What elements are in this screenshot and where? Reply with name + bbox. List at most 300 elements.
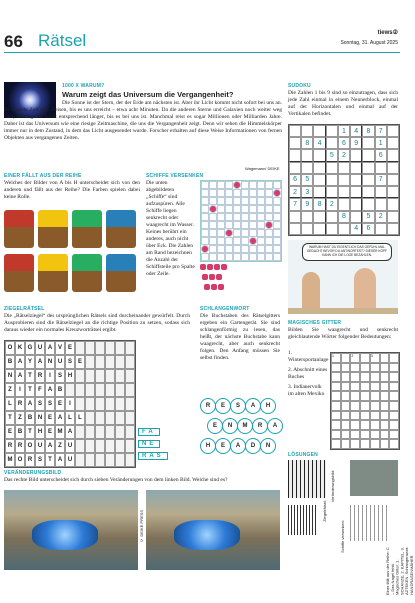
- ziegel-cell[interactable]: [115, 341, 125, 355]
- sudoku-cell[interactable]: [362, 186, 374, 198]
- ziegel-cell[interactable]: G: [25, 341, 35, 355]
- ships-cell[interactable]: [201, 189, 209, 197]
- sudoku-cell[interactable]: [301, 211, 313, 223]
- ziegel-cell[interactable]: E: [75, 355, 85, 369]
- ziegel-cell[interactable]: Z: [5, 383, 15, 397]
- ziegel-cell[interactable]: [85, 397, 95, 411]
- odd-picture[interactable]: [106, 210, 136, 248]
- ships-cell[interactable]: [201, 221, 209, 229]
- sudoku-cell[interactable]: [387, 223, 399, 235]
- magic-cell[interactable]: [360, 372, 370, 382]
- ships-cell[interactable]: [265, 229, 273, 237]
- ziegel-cell[interactable]: A: [55, 411, 65, 425]
- magic-cell[interactable]: [350, 391, 360, 401]
- ziegel-cell[interactable]: [125, 425, 135, 439]
- sudoku-cell[interactable]: [313, 174, 325, 186]
- sudoku-cell[interactable]: [338, 186, 350, 198]
- ships-cell[interactable]: [217, 245, 225, 253]
- ziegel-cell[interactable]: E: [5, 425, 15, 439]
- magic-cell[interactable]: [360, 382, 370, 392]
- ships-cell[interactable]: [201, 205, 209, 213]
- ziegel-cell[interactable]: [115, 383, 125, 397]
- sudoku-cell[interactable]: 4: [350, 223, 362, 235]
- magic-cell[interactable]: [389, 353, 399, 363]
- ziegel-cell[interactable]: [115, 397, 125, 411]
- magic-cell[interactable]: [389, 372, 399, 382]
- ships-cell[interactable]: [273, 181, 281, 189]
- ziegel-cell[interactable]: I: [45, 369, 55, 383]
- magic-cell[interactable]: [360, 401, 370, 411]
- sudoku-cell[interactable]: [326, 186, 338, 198]
- ships-cell[interactable]: [233, 229, 241, 237]
- snake-hex-cell[interactable]: A: [267, 418, 283, 434]
- snake-hex-grid[interactable]: [200, 398, 280, 466]
- ziegel-cell[interactable]: H: [35, 425, 45, 439]
- ziegel-cell[interactable]: B: [55, 383, 65, 397]
- sudoku-grid[interactable]: [288, 124, 400, 236]
- ships-cell[interactable]: [265, 197, 273, 205]
- ziegel-cell[interactable]: B: [25, 411, 35, 425]
- ships-cell[interactable]: [249, 213, 257, 221]
- ziegel-cell[interactable]: R: [5, 439, 15, 453]
- sudoku-cell[interactable]: [350, 211, 362, 223]
- ships-cell[interactable]: [257, 189, 265, 197]
- ziegel-cell[interactable]: O: [5, 341, 15, 355]
- ships-cell[interactable]: [225, 181, 233, 189]
- ziegel-cell[interactable]: B: [5, 355, 15, 369]
- ziegel-cell[interactable]: U: [65, 439, 75, 453]
- ships-cell[interactable]: [201, 253, 209, 261]
- ships-cell[interactable]: [233, 181, 241, 189]
- ships-cell[interactable]: [209, 197, 217, 205]
- sudoku-cell[interactable]: [301, 223, 313, 235]
- sudoku-cell[interactable]: 9: [350, 137, 362, 149]
- sudoku-cell[interactable]: [387, 162, 399, 174]
- magic-cell[interactable]: [389, 411, 399, 421]
- magic-cell[interactable]: 3: [370, 353, 380, 363]
- sudoku-cell[interactable]: [362, 162, 374, 174]
- sudoku-cell[interactable]: [387, 186, 399, 198]
- ziegel-cell[interactable]: S: [35, 453, 45, 467]
- ships-cell[interactable]: [225, 213, 233, 221]
- sudoku-cell[interactable]: [387, 137, 399, 149]
- ships-cell[interactable]: [217, 213, 225, 221]
- ships-cell[interactable]: [217, 205, 225, 213]
- sudoku-cell[interactable]: 5: [301, 174, 313, 186]
- magic-cell[interactable]: [360, 439, 370, 449]
- ziegel-cell[interactable]: [125, 397, 135, 411]
- ziegel-cell[interactable]: [95, 383, 105, 397]
- sudoku-cell[interactable]: [387, 149, 399, 161]
- sudoku-cell[interactable]: 3: [301, 186, 313, 198]
- magic-cell[interactable]: [370, 430, 380, 440]
- magic-cell[interactable]: [380, 430, 390, 440]
- ships-cell[interactable]: [249, 205, 257, 213]
- ships-cell[interactable]: [273, 205, 281, 213]
- sudoku-cell[interactable]: 7: [375, 125, 387, 137]
- magic-cell[interactable]: [389, 420, 399, 430]
- sudoku-cell[interactable]: [289, 137, 301, 149]
- sudoku-cell[interactable]: [301, 162, 313, 174]
- ziegel-cell[interactable]: [115, 453, 125, 467]
- ships-cell[interactable]: [225, 189, 233, 197]
- ziegel-cell[interactable]: R: [15, 439, 25, 453]
- ships-cell[interactable]: [249, 197, 257, 205]
- snake-hex-cell[interactable]: A: [245, 398, 261, 414]
- ships-cell[interactable]: [233, 205, 241, 213]
- ziegel-cell[interactable]: [95, 355, 105, 369]
- magic-cell[interactable]: [360, 420, 370, 430]
- snake-hex-cell[interactable]: A: [230, 438, 246, 454]
- ships-cell[interactable]: [257, 245, 265, 253]
- sudoku-cell[interactable]: 8: [301, 137, 313, 149]
- sudoku-cell[interactable]: [289, 223, 301, 235]
- ziegel-cell[interactable]: A: [65, 425, 75, 439]
- ziegel-cell[interactable]: L: [75, 411, 85, 425]
- sudoku-cell[interactable]: [387, 198, 399, 210]
- magic-cell[interactable]: [350, 430, 360, 440]
- ziegel-cell[interactable]: H: [65, 369, 75, 383]
- magic-cell[interactable]: [341, 401, 351, 411]
- ships-cell[interactable]: [273, 229, 281, 237]
- odd-picture[interactable]: [106, 254, 136, 292]
- odd-picture[interactable]: [4, 254, 34, 292]
- ziegel-cell[interactable]: M: [55, 425, 65, 439]
- sudoku-cell[interactable]: [338, 174, 350, 186]
- snake-hex-cell[interactable]: E: [215, 438, 231, 454]
- sudoku-cell[interactable]: [313, 186, 325, 198]
- sudoku-cell[interactable]: 5: [326, 149, 338, 161]
- ziegel-cell[interactable]: T: [45, 453, 55, 467]
- ships-cell[interactable]: [201, 213, 209, 221]
- ships-grid[interactable]: [200, 180, 282, 262]
- ships-cell[interactable]: [201, 197, 209, 205]
- sudoku-cell[interactable]: [375, 186, 387, 198]
- ships-cell[interactable]: [265, 245, 273, 253]
- ships-cell[interactable]: [201, 237, 209, 245]
- ziegel-cell[interactable]: A: [25, 397, 35, 411]
- ziegel-cell[interactable]: U: [55, 355, 65, 369]
- magic-cell[interactable]: [370, 420, 380, 430]
- ships-cell[interactable]: [265, 181, 273, 189]
- sudoku-cell[interactable]: [387, 174, 399, 186]
- magic-cell[interactable]: [350, 420, 360, 430]
- ships-cell[interactable]: [257, 197, 265, 205]
- snake-hex-cell[interactable]: E: [207, 418, 223, 434]
- ziegel-brick[interactable]: NE: [138, 440, 160, 448]
- ziegel-cell[interactable]: A: [45, 439, 55, 453]
- snake-hex-cell[interactable]: H: [200, 438, 216, 454]
- magic-cell[interactable]: [350, 363, 360, 373]
- sudoku-cell[interactable]: [289, 162, 301, 174]
- ziegel-cell[interactable]: O: [25, 439, 35, 453]
- ziegel-cell[interactable]: [75, 425, 85, 439]
- ships-cell[interactable]: [201, 245, 209, 253]
- ziegel-cell[interactable]: T: [25, 369, 35, 383]
- magic-cell[interactable]: [350, 439, 360, 449]
- sudoku-cell[interactable]: 7: [375, 174, 387, 186]
- ziegel-cell[interactable]: [75, 397, 85, 411]
- ships-cell[interactable]: [257, 229, 265, 237]
- ziegel-cell[interactable]: S: [55, 369, 65, 383]
- magic-cell[interactable]: [370, 411, 380, 421]
- magic-cell[interactable]: [389, 391, 399, 401]
- ziegel-cell[interactable]: [115, 369, 125, 383]
- ziegel-cell[interactable]: [85, 383, 95, 397]
- ziegel-cell[interactable]: [125, 341, 135, 355]
- sudoku-cell[interactable]: 1: [375, 137, 387, 149]
- sudoku-cell[interactable]: [313, 162, 325, 174]
- ziegel-cell[interactable]: Z: [55, 439, 65, 453]
- magic-cell[interactable]: [331, 382, 341, 392]
- ziegel-cell[interactable]: [125, 355, 135, 369]
- sudoku-cell[interactable]: [362, 149, 374, 161]
- ziegel-cell[interactable]: [85, 411, 95, 425]
- ziegel-cell[interactable]: K: [15, 341, 25, 355]
- ziegel-cell[interactable]: E: [65, 341, 75, 355]
- sudoku-cell[interactable]: [289, 125, 301, 137]
- magic-cell[interactable]: [370, 382, 380, 392]
- magic-cell[interactable]: [370, 363, 380, 373]
- ships-cell[interactable]: [241, 237, 249, 245]
- sudoku-cell[interactable]: [326, 137, 338, 149]
- ziegel-cell[interactable]: T: [25, 425, 35, 439]
- magic-cell[interactable]: [360, 353, 370, 363]
- magic-grid[interactable]: [330, 352, 400, 450]
- ships-cell[interactable]: [201, 229, 209, 237]
- ziegel-cell[interactable]: E: [55, 397, 65, 411]
- ziegel-cell[interactable]: [85, 439, 95, 453]
- sudoku-cell[interactable]: [338, 198, 350, 210]
- ziegel-cell[interactable]: A: [45, 341, 55, 355]
- ziegel-cell[interactable]: A: [55, 453, 65, 467]
- magic-cell[interactable]: [350, 382, 360, 392]
- ziegel-brick[interactable]: RAS: [138, 452, 168, 460]
- ships-cell[interactable]: [217, 181, 225, 189]
- ships-cell[interactable]: [241, 229, 249, 237]
- sudoku-cell[interactable]: [375, 162, 387, 174]
- ziegel-cell[interactable]: [75, 383, 85, 397]
- sudoku-cell[interactable]: 4: [313, 137, 325, 149]
- ziegel-cell[interactable]: R: [25, 453, 35, 467]
- ziegel-cell[interactable]: [85, 369, 95, 383]
- ziegel-cell[interactable]: [105, 341, 115, 355]
- magic-cell[interactable]: [341, 430, 351, 440]
- ziegel-cell[interactable]: [105, 439, 115, 453]
- ziegel-cell[interactable]: [95, 369, 105, 383]
- ships-cell[interactable]: [217, 197, 225, 205]
- ziegel-cell[interactable]: [85, 425, 95, 439]
- sudoku-cell[interactable]: 2: [289, 186, 301, 198]
- ziegel-cell[interactable]: N: [5, 369, 15, 383]
- odd-picture[interactable]: [72, 254, 102, 292]
- ziegel-cell[interactable]: [75, 439, 85, 453]
- ziegel-cell[interactable]: [105, 383, 115, 397]
- ships-cell[interactable]: [225, 205, 233, 213]
- ships-cell[interactable]: [257, 221, 265, 229]
- sudoku-cell[interactable]: [387, 125, 399, 137]
- ships-cell[interactable]: [217, 229, 225, 237]
- ships-cell[interactable]: [257, 237, 265, 245]
- ziegel-cell[interactable]: [125, 453, 135, 467]
- magic-cell[interactable]: [380, 353, 390, 363]
- magic-cell[interactable]: [331, 401, 341, 411]
- snake-hex-cell[interactable]: H: [260, 398, 276, 414]
- ziegel-cell[interactable]: R: [35, 369, 45, 383]
- ships-cell[interactable]: [233, 189, 241, 197]
- sudoku-cell[interactable]: [313, 149, 325, 161]
- ships-cell[interactable]: [249, 189, 257, 197]
- snake-hex-cell[interactable]: R: [252, 418, 268, 434]
- sudoku-cell[interactable]: [326, 174, 338, 186]
- ziegel-cell[interactable]: I: [15, 383, 25, 397]
- ziegel-cell[interactable]: [105, 397, 115, 411]
- magic-cell[interactable]: [389, 401, 399, 411]
- sudoku-cell[interactable]: [350, 174, 362, 186]
- magic-cell[interactable]: [360, 363, 370, 373]
- ships-cell[interactable]: [225, 253, 233, 261]
- magic-cell[interactable]: [380, 391, 390, 401]
- ziegel-cell[interactable]: U: [35, 341, 45, 355]
- ships-cell[interactable]: [257, 181, 265, 189]
- magic-cell[interactable]: [331, 372, 341, 382]
- ships-cell[interactable]: [265, 205, 273, 213]
- ziegel-brick[interactable]: FA: [138, 428, 160, 436]
- magic-cell[interactable]: [341, 439, 351, 449]
- snake-hex-cell[interactable]: S: [230, 398, 246, 414]
- ships-cell[interactable]: [249, 237, 257, 245]
- ziegel-cell[interactable]: I: [65, 397, 75, 411]
- sudoku-cell[interactable]: [362, 174, 374, 186]
- magic-cell[interactable]: [331, 363, 341, 373]
- ships-cell[interactable]: [233, 197, 241, 205]
- sudoku-cell[interactable]: 7: [289, 198, 301, 210]
- ziegel-cell[interactable]: [105, 425, 115, 439]
- snake-hex-cell[interactable]: N: [260, 438, 276, 454]
- ziegel-cell[interactable]: [125, 411, 135, 425]
- ziegel-cell[interactable]: R: [15, 397, 25, 411]
- ships-cell[interactable]: [209, 229, 217, 237]
- ships-cell[interactable]: [241, 181, 249, 189]
- sudoku-cell[interactable]: [313, 211, 325, 223]
- ziegel-cell[interactable]: A: [15, 355, 25, 369]
- ziegel-cell[interactable]: [85, 453, 95, 467]
- sudoku-cell[interactable]: 2: [338, 149, 350, 161]
- ships-cell[interactable]: [241, 253, 249, 261]
- ziegel-cell[interactable]: [65, 383, 75, 397]
- magic-cell[interactable]: [341, 391, 351, 401]
- sudoku-cell[interactable]: [362, 137, 374, 149]
- magic-cell[interactable]: [380, 439, 390, 449]
- ziegel-cell[interactable]: [95, 341, 105, 355]
- sudoku-cell[interactable]: 8: [338, 211, 350, 223]
- ships-cell[interactable]: [265, 213, 273, 221]
- sudoku-cell[interactable]: 6: [289, 174, 301, 186]
- ships-cell[interactable]: [209, 221, 217, 229]
- ships-cell[interactable]: [233, 213, 241, 221]
- ziegel-cell[interactable]: [105, 411, 115, 425]
- ships-cell[interactable]: [233, 245, 241, 253]
- ziegel-cell[interactable]: [95, 439, 105, 453]
- ships-cell[interactable]: [225, 237, 233, 245]
- ships-cell[interactable]: [209, 181, 217, 189]
- ziegel-cell[interactable]: [95, 411, 105, 425]
- snake-hex-cell[interactable]: R: [200, 398, 216, 414]
- ziegel-cell[interactable]: S: [65, 355, 75, 369]
- ships-cell[interactable]: [257, 213, 265, 221]
- ships-cell[interactable]: [217, 253, 225, 261]
- magic-cell[interactable]: [380, 401, 390, 411]
- magic-cell[interactable]: [350, 411, 360, 421]
- ziegel-cell[interactable]: [105, 453, 115, 467]
- magic-cell[interactable]: [350, 372, 360, 382]
- ziegel-grid[interactable]: [4, 340, 136, 468]
- ships-cell[interactable]: [209, 189, 217, 197]
- magic-cell[interactable]: [360, 391, 370, 401]
- ziegel-cell[interactable]: [125, 439, 135, 453]
- sudoku-cell[interactable]: [375, 198, 387, 210]
- magic-cell[interactable]: [370, 391, 380, 401]
- magic-cell[interactable]: [331, 420, 341, 430]
- sudoku-cell[interactable]: 1: [338, 125, 350, 137]
- sudoku-cell[interactable]: [326, 162, 338, 174]
- magic-cell[interactable]: [389, 363, 399, 373]
- ships-cell[interactable]: [209, 253, 217, 261]
- magic-cell[interactable]: [331, 391, 341, 401]
- magic-cell[interactable]: [341, 363, 351, 373]
- ziegel-cell[interactable]: N: [35, 411, 45, 425]
- sudoku-cell[interactable]: 4: [350, 125, 362, 137]
- sudoku-cell[interactable]: [362, 198, 374, 210]
- magic-cell[interactable]: [389, 439, 399, 449]
- ziegel-cell[interactable]: T: [25, 383, 35, 397]
- ziegel-cell[interactable]: Y: [25, 355, 35, 369]
- ziegel-cell[interactable]: A: [35, 355, 45, 369]
- sudoku-cell[interactable]: [289, 211, 301, 223]
- magic-cell[interactable]: [370, 401, 380, 411]
- ziegel-cell[interactable]: [95, 453, 105, 467]
- magic-cell[interactable]: [341, 411, 351, 421]
- ziegel-cell[interactable]: [115, 439, 125, 453]
- ships-cell[interactable]: [225, 245, 233, 253]
- snake-hex-cell[interactable]: E: [215, 398, 231, 414]
- ships-cell[interactable]: [201, 181, 209, 189]
- sudoku-cell[interactable]: [387, 211, 399, 223]
- magic-cell[interactable]: [341, 372, 351, 382]
- snake-hex-cell[interactable]: M: [237, 418, 253, 434]
- ships-cell[interactable]: [273, 213, 281, 221]
- ships-cell[interactable]: [249, 181, 257, 189]
- magic-cell[interactable]: [350, 401, 360, 411]
- ships-cell[interactable]: [233, 221, 241, 229]
- ziegel-cell[interactable]: U: [65, 453, 75, 467]
- ships-cell[interactable]: [217, 237, 225, 245]
- ships-cell[interactable]: [273, 237, 281, 245]
- ships-cell[interactable]: [233, 253, 241, 261]
- sudoku-cell[interactable]: 6: [338, 137, 350, 149]
- ships-cell[interactable]: [241, 213, 249, 221]
- ziegel-cell[interactable]: [115, 411, 125, 425]
- magic-cell[interactable]: [370, 372, 380, 382]
- sudoku-cell[interactable]: [289, 149, 301, 161]
- sudoku-cell[interactable]: [313, 125, 325, 137]
- ships-cell[interactable]: [225, 229, 233, 237]
- snake-hex-cell[interactable]: N: [222, 418, 238, 434]
- ships-cell[interactable]: [265, 253, 273, 261]
- ships-cell[interactable]: [257, 205, 265, 213]
- ships-cell[interactable]: [273, 253, 281, 261]
- ships-cell[interactable]: [249, 221, 257, 229]
